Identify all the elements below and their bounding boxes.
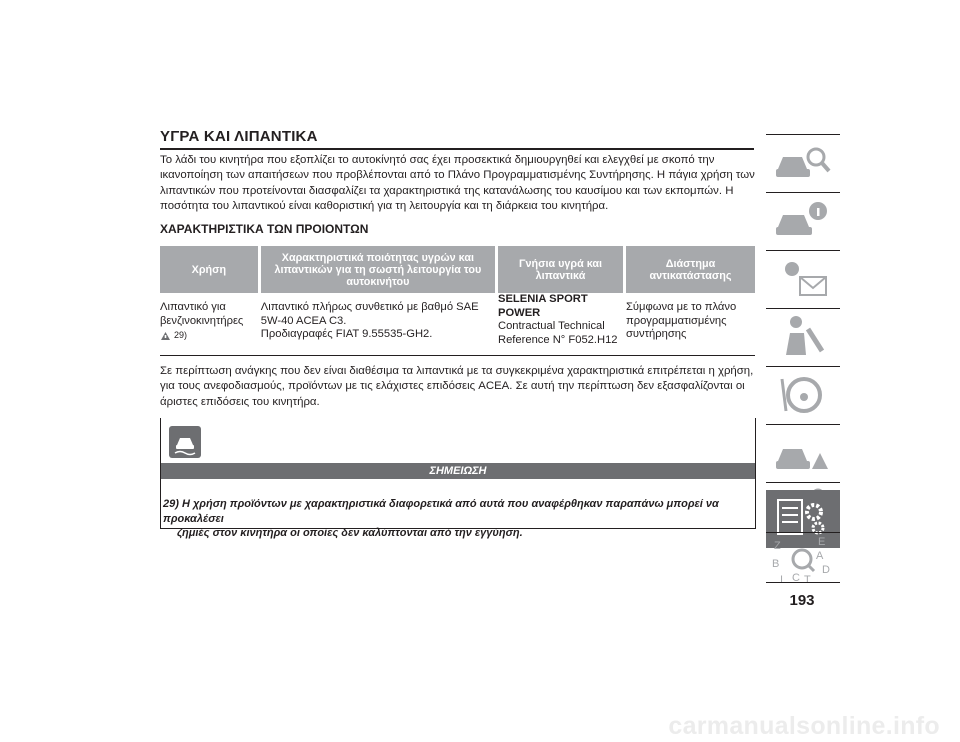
car-info-icon: [772, 197, 832, 245]
index-letter-z: Z: [774, 540, 781, 552]
use-text: Λιπαντικό για βενζινοκινητήρες: [160, 301, 244, 327]
spec-line-2: Προδιαγραφές FIAT 9.55535-GH2.: [260, 328, 433, 340]
index-letter-i: I: [780, 574, 784, 585]
car-skid-icon: [169, 426, 201, 458]
header-replacement-interval: Διάστημα αντικατάστασης: [626, 246, 755, 293]
wrench-reference-icon: [160, 331, 171, 341]
note-text: [163, 497, 747, 541]
warning-light-message-icon: [772, 255, 832, 303]
note-box: [160, 418, 756, 539]
table-row: [160, 293, 755, 356]
watermark: carmanualsonline.info: [668, 712, 940, 740]
chapter-tab-driving[interactable]: [766, 366, 840, 425]
car-magnifier-icon: [772, 139, 832, 187]
index-letter-t: T: [804, 574, 811, 585]
chapter-tab-emergency[interactable]: [766, 424, 840, 483]
index-letter-c: C: [792, 572, 800, 584]
reference-number: 29): [174, 330, 188, 340]
cell-use: [160, 293, 261, 356]
rail-bottom-divider: [766, 582, 840, 583]
use-reference: [160, 329, 257, 343]
cell-characteristics: [261, 293, 498, 356]
header-characteristics: Χαρακτηριστικά ποιότητας υγρών και λιπαντικών για τη σωστή λειτουργία του αυτοκινήτου: [261, 246, 498, 293]
section-heading: ΥΓΡΑ ΚΑΙ ΛΙΠΑΝΤΙΚΑ: [160, 128, 754, 150]
index-letter-d: D: [822, 564, 830, 576]
steering-wheel-icon: [772, 371, 832, 419]
chapter-tab-safety[interactable]: [766, 308, 840, 367]
note-text-line-1: 29) Η χρήση προϊόντων με χαρακτηριστικά διαφορετικά από αυτά που αναφέρθηκαν παραπάνω μπορεί να προκαλέσει: [163, 498, 719, 525]
table-header-row: [160, 246, 755, 293]
person-seatbelt-icon: [772, 313, 832, 361]
index-letter-b: B: [772, 558, 780, 570]
note-title: ΣΗΜΕΙΩΣΗ: [161, 463, 755, 479]
car-warning-triangle-icon: [772, 429, 832, 477]
chapter-tab-car-info[interactable]: [766, 192, 840, 251]
page-number: 193: [789, 592, 815, 609]
index-letter-a: A: [816, 550, 824, 562]
header-genuine-products: Γνήσια υγρά και λιπαντικά: [498, 246, 626, 293]
index-letter-e: E: [818, 537, 826, 548]
product-reference: Contractual Technical Reference N° F052.H12: [498, 320, 618, 346]
cell-genuine-products: [498, 293, 626, 356]
chapter-tab-warning-lights[interactable]: [766, 250, 840, 309]
intro-paragraph: Το λάδι του κινητήρα που εξοπλίζει το αυτοκίνητό σας έχει προσεκτικά δημιουργηθεί και ελεγχθεί με σκοπό την ικανοποίηση των απαιτήσεων που προβλέπονται από το Πλάνο Προγραμματισμένης Συντήρησης. Η πάγια χρήση των λιπαντικών που προτείνονται διασφαλίζει τα χαρακτηριστικά της κατανάλωσης του καυσίμου και των εκπομπών. Η ποσότητα του λιπαντικού είναι καθοριστική για τη λειτουργία και τη διάρκεια του κινητήρα.: [160, 154, 755, 213]
alphabet-index-icon: [772, 537, 832, 585]
spec-line-1: Λιπαντικό πλήρως συνθετικό με βαθμό SAE 5W-40 ACEA C3.: [260, 301, 479, 327]
lubricant-spec-table: [160, 246, 755, 356]
cell-interval: [626, 293, 755, 356]
fallback-paragraph: Σε περίπτωση ανάγκης που δεν είναι διαθέσιμα τα λιπαντικά με τα συγκεκριμένα χαρακτηριστικά επιτρέπεται η χρήση, για τους ανεφοδιασμούς, προϊόντων με τις ελάχιστες επιδόσεις ACEA. Σε αυτή την περίπτωση δεν εξασφαλίζονται οι άριστες επιδόσεις του κινητήρα.: [160, 365, 754, 408]
header-use: Χρήση: [160, 246, 261, 293]
chapter-tab-dashboard[interactable]: [766, 134, 840, 193]
note-text-line-2: ζημιές στον κινητήρα οι οποίες δεν καλύπτονται από την εγγύηση.: [177, 527, 523, 539]
interval-text: Σύμφωνα με το πλάνο προγραμματισμένης συντήρησης: [626, 301, 737, 340]
product-name: SELENIA SPORT POWER: [498, 293, 588, 319]
product-characteristics-heading: ΧΑΡΑΚΤΗΡΙΣΤΙΚΑ ΤΩΝ ΠΡΟΙΟΝΤΩΝ: [160, 222, 369, 236]
